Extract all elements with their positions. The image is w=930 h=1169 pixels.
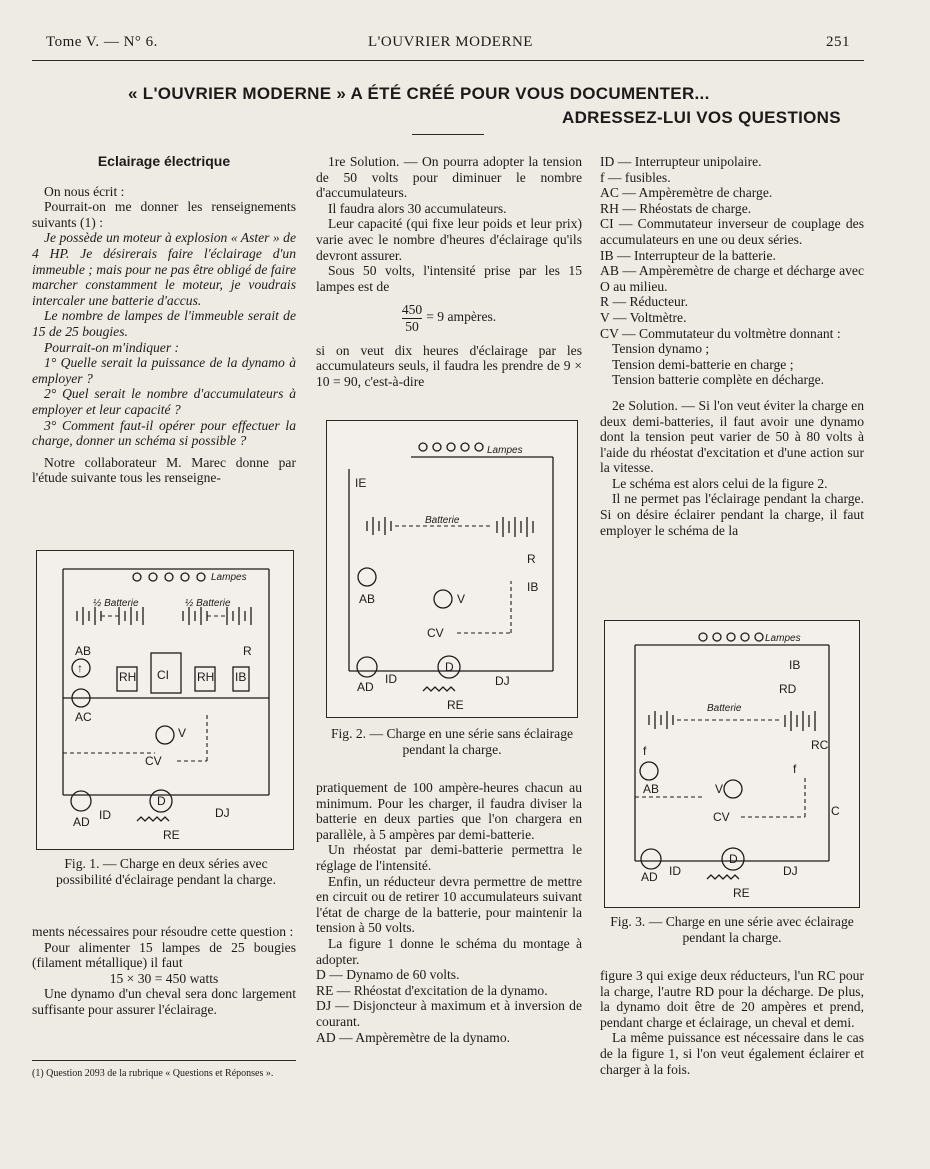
svg-text:ID: ID bbox=[385, 672, 397, 686]
legend-item: RH — Rhéostats de charge. bbox=[600, 200, 752, 216]
svg-text:R: R bbox=[243, 644, 252, 658]
svg-text:IE: IE bbox=[355, 476, 367, 490]
svg-text:Lampes: Lampes bbox=[487, 445, 523, 456]
figure-1-caption: Fig. 1. — Charge en deux séries avec possibilité d'éclairage pendant la charge. bbox=[56, 856, 276, 887]
paragraph: ments nécessaires pour résoudre cette question : bbox=[32, 924, 294, 939]
column-2 bbox=[316, 154, 582, 389]
figure-1-schematic bbox=[36, 550, 294, 850]
legend-item: f — fusibles. bbox=[600, 169, 671, 185]
column-2-continued bbox=[316, 780, 582, 1045]
paragraph: Pourrait-on m'indiquer : bbox=[44, 339, 180, 355]
paragraph: Un rhéostat par demi-batterie permettra le réglage de l'intensité. bbox=[316, 842, 582, 873]
column-1-continued bbox=[32, 924, 296, 1018]
svg-text:ID: ID bbox=[99, 808, 111, 822]
figure-3-schematic bbox=[604, 620, 860, 908]
figure-2-caption: Fig. 2. — Charge en une série sans éclairage pendant la charge. bbox=[330, 726, 574, 757]
paragraph: pratiquement de 100 ampère-heures chacun au minimum. Pour les charger, il faudra diviser la batterie en deux parties que l'on chargera en parallèle, à 5 ampères par demi-batterie. bbox=[316, 780, 582, 842]
svg-text:AD: AD bbox=[641, 870, 658, 884]
svg-text:↑: ↑ bbox=[77, 661, 83, 675]
legend-item: DJ — Disjoncteur à maximum et à inversion de courant. bbox=[316, 998, 582, 1029]
svg-text:IB: IB bbox=[789, 658, 801, 672]
paragraph: 2e Solution. — Si l'on veut éviter la charge en deux demi-batteries, il faut avoir une dynamo dont la tension peut varier de 50 à 80 volts à l'aide du rhéostat d'excitation et d'une action sur la vitesse. bbox=[600, 397, 864, 476]
svg-text:V: V bbox=[178, 726, 187, 740]
column-3-continued bbox=[600, 968, 864, 1077]
legend-item: AD — Ampèremètre de la dynamo. bbox=[316, 1029, 511, 1045]
svg-text:RC: RC bbox=[811, 738, 829, 752]
figure-3-caption: Fig. 3. — Charge en une série avec éclairage pendant la charge. bbox=[610, 914, 854, 945]
legend-item: RE — Rhéostat d'excitation de la dynamo. bbox=[316, 982, 548, 998]
header-rule bbox=[32, 60, 864, 61]
demi-batterie-label: ½ Batterie bbox=[185, 598, 231, 609]
footnote: (1) Question 2093 de la rubrique « Questions et Réponses ». bbox=[32, 1068, 274, 1079]
paragraph: Le schéma est alors celui de la figure 2. bbox=[612, 475, 828, 491]
svg-text:ID: ID bbox=[669, 864, 681, 878]
svg-text:AB: AB bbox=[75, 644, 92, 658]
svg-text:AC: AC bbox=[75, 710, 92, 724]
paragraph: Il ne permet pas l'éclairage pendant la charge. Si on désire éclairer pendant la charge, il faut employer le schéma de la bbox=[600, 491, 864, 538]
legend-subitem: Tension dynamo ; bbox=[612, 341, 710, 357]
paragraph: Une dynamo d'un cheval sera donc largement suffisante pour assurer l'éclairage. bbox=[32, 986, 296, 1017]
svg-text:DJ: DJ bbox=[783, 864, 798, 878]
demi-batterie-label: ½ Batterie bbox=[93, 598, 139, 609]
paragraph: Sous 50 volts, l'intensité prise par les 15 lampes est de bbox=[316, 263, 582, 294]
paragraph: On nous écrit : bbox=[44, 183, 125, 199]
svg-text:RH: RH bbox=[119, 670, 137, 684]
svg-text:IB: IB bbox=[235, 670, 247, 684]
legend-item: AC — Ampèremètre de charge. bbox=[600, 185, 773, 201]
svg-text:CI: CI bbox=[157, 668, 169, 682]
legend-item: D — Dynamo de 60 volts. bbox=[316, 967, 460, 983]
footnote-rule bbox=[32, 1060, 296, 1061]
figure-2-schematic bbox=[326, 420, 578, 718]
svg-text:f: f bbox=[793, 762, 797, 776]
paragraph: La même puissance est nécessaire dans le cas de la figure 1, si l'on veut également éclairer et charger à la fois. bbox=[600, 1030, 864, 1077]
svg-text:CV: CV bbox=[145, 754, 162, 768]
paragraph: si on veut dix heures d'éclairage par les accumulateurs seuls, il faudra les prendre de 9 × 10 = 90, c'est-à-dire bbox=[316, 342, 582, 389]
lamp-row bbox=[133, 573, 205, 581]
paragraph: Notre collaborateur M. Marec donne par l'étude suivante tous les renseigne- bbox=[32, 454, 296, 486]
svg-text:R: R bbox=[527, 552, 536, 566]
lampes-label: Lampes bbox=[211, 572, 247, 583]
paragraph: Le nombre de lampes de l'immeuble serait de 15 de 25 bougies. bbox=[32, 308, 296, 339]
svg-text:RD: RD bbox=[779, 682, 797, 696]
paragraph: Leur capacité (qui fixe leur poids et leur prix) varie avec le nombre d'heures d'éclairage qu'ils devront assurer. bbox=[316, 216, 582, 263]
svg-text:DJ: DJ bbox=[215, 806, 230, 820]
legend-item: IB — Interrupteur de la batterie. bbox=[600, 247, 776, 263]
legend-item: ID — Interrupteur unipolaire. bbox=[600, 154, 762, 169]
paragraph: La figure 1 donne le schéma du montage à adopter. bbox=[316, 935, 582, 967]
svg-text:D: D bbox=[157, 794, 166, 808]
svg-text:RE: RE bbox=[163, 828, 180, 842]
svg-text:V: V bbox=[457, 592, 466, 606]
legend-subitem: Tension demi-batterie en charge ; bbox=[612, 356, 794, 372]
svg-text:CV: CV bbox=[427, 626, 444, 640]
svg-text:IB: IB bbox=[527, 580, 539, 594]
paragraph: 3° Comment faut-il opérer pour effectuer la charge, donner un schéma si possible ? bbox=[32, 417, 296, 449]
column-3 bbox=[600, 154, 864, 538]
banner-line-2: ADRESSEZ-LUI VOS QUESTIONS bbox=[562, 108, 841, 127]
fraction-equation: $\frac{450}{50}$ = 9 ampères. bbox=[401, 302, 497, 334]
paragraph: Je possède un moteur à explosion « Aster » de 4 HP. Je désirerais faire l'éclairage d'un immeuble ; mais pour ne pas être obligé de faire marcher constamment le moteur, je voudrais intercaler une batterie d'accus. bbox=[32, 230, 296, 308]
legend-item: AB — Ampèremètre de charge et décharge avec O au milieu. bbox=[600, 263, 864, 294]
page-number: 251 bbox=[826, 34, 850, 50]
paragraph: figure 3 qui exige deux réducteurs, l'un RC pour la charge, l'autre RD pour la décharge. De plus, la dynamo doit être de 20 ampères et prend, pendant charge et éclairage, un cheval et demi. bbox=[600, 968, 864, 1030]
legend-item: R — Réducteur. bbox=[600, 294, 688, 310]
legend-subitem: Tension batterie complète en décharge. bbox=[612, 372, 825, 388]
svg-text:AB: AB bbox=[643, 782, 660, 796]
paragraph: Enfin, un réducteur devra permettre de mettre en circuit ou de retirer 10 accumulateurs suivant l'état de charge de la batterie, pour maintenir la tension à 50 volts. bbox=[316, 873, 582, 936]
svg-text:DJ: DJ bbox=[495, 674, 510, 688]
svg-text:C: C bbox=[831, 804, 840, 818]
svg-text:D: D bbox=[729, 852, 738, 866]
running-header-volume: Tome V. — N° 6. bbox=[46, 34, 158, 50]
legend-item: V — Voltmètre. bbox=[600, 309, 687, 325]
svg-text:CV: CV bbox=[713, 810, 730, 824]
svg-text:Batterie: Batterie bbox=[425, 515, 460, 526]
svg-text:D: D bbox=[445, 660, 454, 674]
banner-separator bbox=[412, 134, 484, 135]
paragraph: 1° Quelle serait la puissance de la dynamo à employer ? bbox=[32, 355, 296, 386]
banner-line-1: « L'OUVRIER MODERNE » A ÉTÉ CRÉÉ POUR VOUS DOCUMENTER... bbox=[128, 84, 710, 103]
svg-text:AD: AD bbox=[357, 680, 374, 694]
svg-text:AB: AB bbox=[359, 592, 376, 606]
paragraph: Pour alimenter 15 lampes de 25 bougies (filament métallique) il faut bbox=[32, 939, 296, 971]
svg-text:f: f bbox=[643, 744, 647, 758]
svg-text:V: V bbox=[715, 782, 724, 796]
paragraph: Il faudra alors 30 accumulateurs. bbox=[328, 200, 507, 216]
svg-text:Lampes: Lampes bbox=[765, 633, 801, 644]
svg-text:RH: RH bbox=[197, 670, 215, 684]
column-1 bbox=[32, 154, 296, 486]
running-header-title: L'OUVRIER MODERNE bbox=[368, 34, 533, 50]
svg-text:RE: RE bbox=[447, 698, 464, 712]
legend-item: CI — Commutateur inverseur de couplage des accumulateurs en une ou deux séries. bbox=[600, 216, 864, 247]
article-title: Eclairage électrique bbox=[97, 153, 231, 169]
paragraph: Pourrait-on me donner les renseignements suivants (1) : bbox=[32, 199, 296, 230]
svg-text:AD: AD bbox=[73, 815, 90, 829]
svg-text:RE: RE bbox=[733, 886, 750, 900]
paragraph: 2° Quel serait le nombre d'accumulateurs à employer et leur capacité ? bbox=[32, 386, 296, 417]
calculation: 15 × 30 = 450 watts bbox=[109, 970, 219, 986]
svg-text:Batterie: Batterie bbox=[707, 703, 742, 714]
paragraph: 1re Solution. — On pourra adopter la tension de 50 volts pour diminuer le nombre d'accumulateurs. bbox=[316, 154, 582, 201]
legend-item: CV — Commutateur du voltmètre donnant : bbox=[600, 325, 841, 341]
